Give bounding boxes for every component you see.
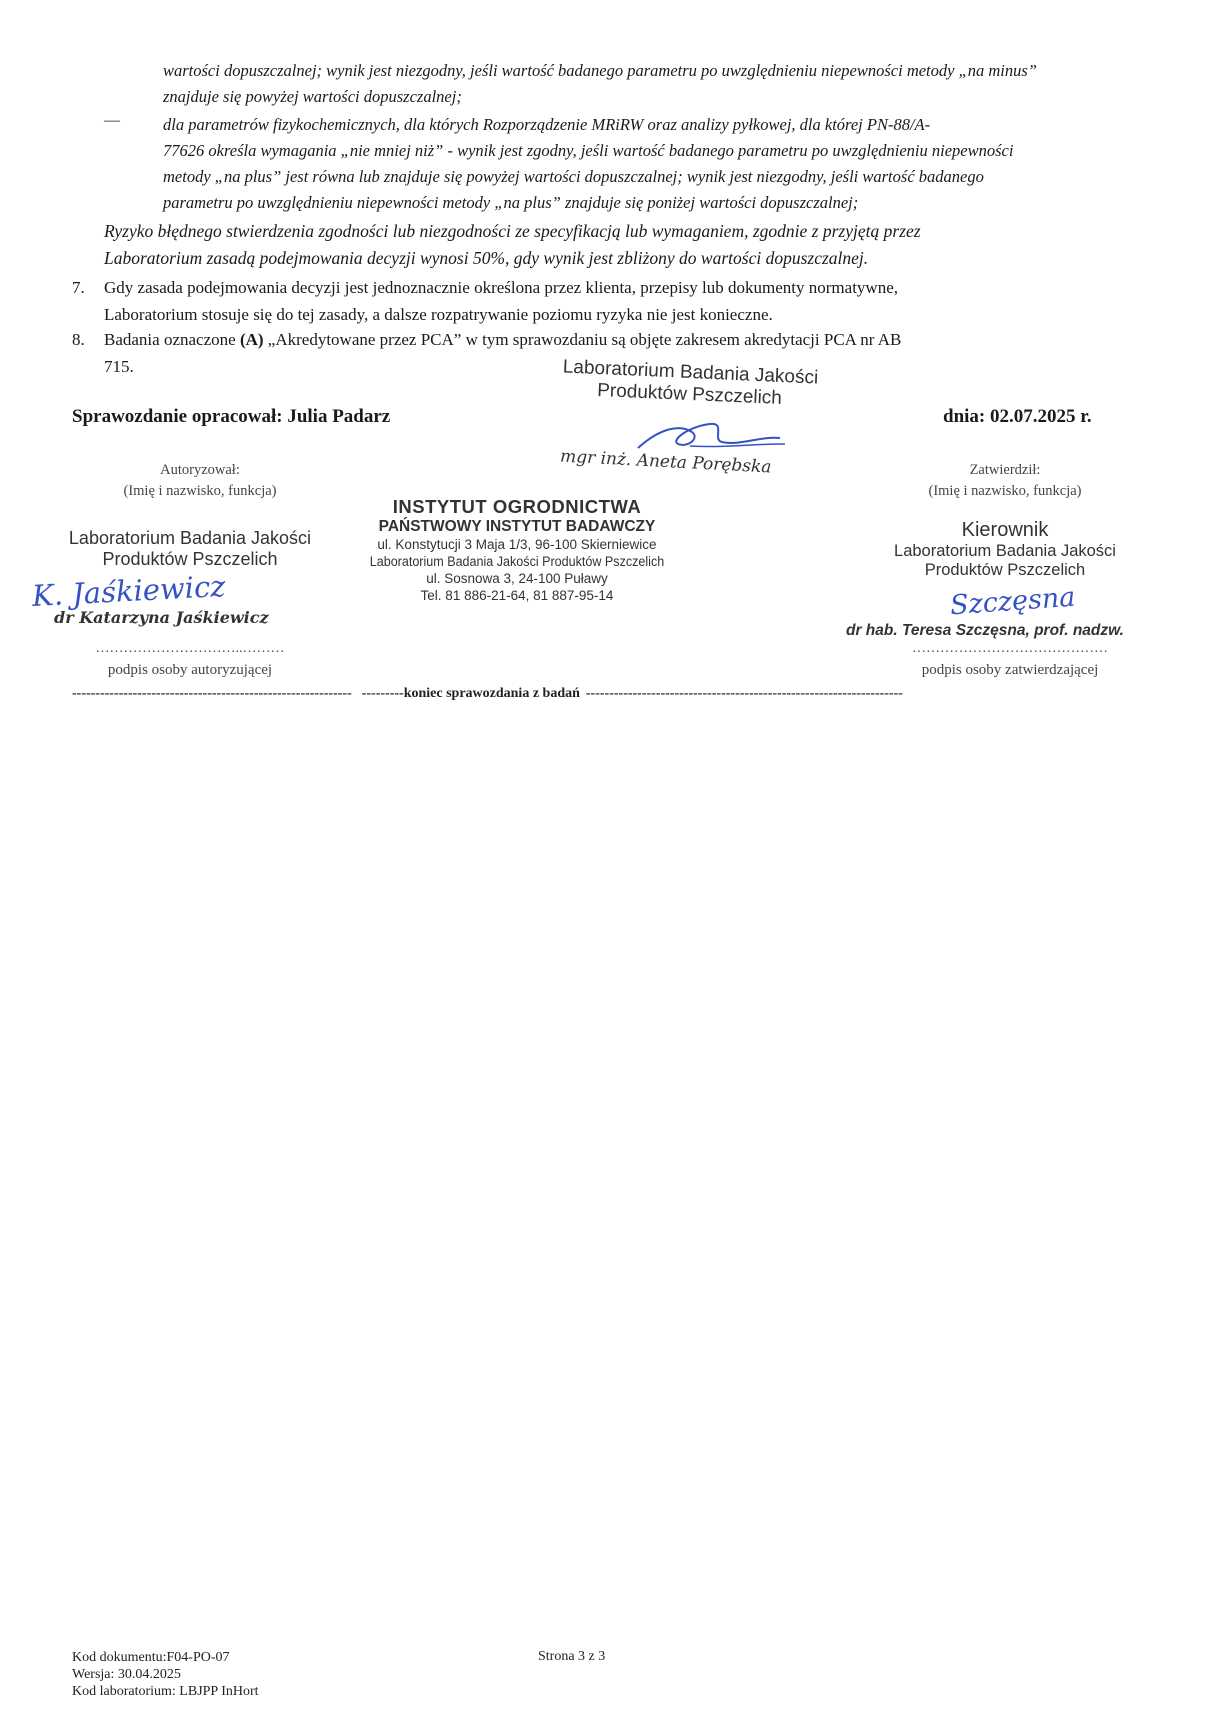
footer-version: Wersja: 30.04.2025 bbox=[72, 1667, 181, 1682]
approved-signature: Szczęsna bbox=[949, 581, 1077, 622]
center-signature-icon bbox=[630, 418, 790, 456]
risk-line-2: Laboratorium zasadą podejmowania decyzji wynosi 50%, gdy wynik jest zbliżony do wartości dopuszczalnej. bbox=[104, 248, 869, 268]
footer-doc-code: Kod dokumentu:F04-PO-07 bbox=[72, 1650, 230, 1665]
approved-caption: podpis osoby zatwierdzającej bbox=[921, 662, 1099, 678]
item-7-line-1: Gdy zasada podejmowania decyzji jest jednoznacznie określona przez klienta, przepisy lub dokumenty normatywne, bbox=[104, 278, 898, 297]
institute-stamp-line-1: INSTYTUT OGRODNICTWA bbox=[392, 496, 642, 517]
authorized-sublabel: (Imię i nazwisko, funkcja) bbox=[123, 483, 277, 499]
dash-item-line-3: metody „na plus” jest równa lub znajduje się powyżej wartości dopuszczalnej; wynik jest niezgodny, jeśli wartość badanego bbox=[163, 167, 984, 186]
authorized-stamp-line-2: Produktów Pszczelich bbox=[102, 549, 278, 569]
approved-stamp bbox=[850, 518, 1160, 580]
institute-stamp-line-2: PAŃSTWOWY INSTYTUT BADAWCZY bbox=[378, 518, 656, 535]
item-7-line-2: Laboratorium stosuje się do tej zasady, a dalsze rozpatrywanie poziomu ryzyka nie jest konieczne. bbox=[104, 305, 773, 324]
dash-item-line-2: 77626 określa wymagania „nie mniej niż” - wynik jest zgodny, jeśli wartość badanego parametru po uwzględnieniu niepewności bbox=[163, 141, 1014, 160]
center-stamp-name: mgr inż. Aneta Porębska bbox=[559, 446, 772, 478]
footer-doc-info bbox=[72, 1649, 259, 1700]
item-8-after: „Akredytowane przez PCA” w tym sprawozdaniu są objęte zakresem akredytacji PCA nr AB bbox=[263, 330, 902, 349]
continuation-text bbox=[163, 58, 1153, 110]
institute-stamp-line-3: ul. Konstytucji 3 Maja 1/3, 96-100 Skierniewice bbox=[377, 537, 657, 552]
approved-label: Zatwierdził: bbox=[969, 462, 1041, 478]
institute-stamp bbox=[342, 496, 692, 604]
authorized-label: Autoryzował: bbox=[160, 462, 240, 478]
center-stamp-line-2: Produktów Pszczelich bbox=[596, 379, 783, 410]
authorized-name: dr Katarzyna Jaśkiewicz bbox=[54, 608, 269, 627]
institute-stamp-line-6: Tel. 81 886-21-64, 81 887-95-14 bbox=[420, 588, 614, 603]
risk-paragraph bbox=[104, 218, 1154, 272]
approved-sublabel: (Imię i nazwisko, funkcja) bbox=[928, 483, 1082, 499]
footer-lab-code: Kod laboratorium: LBJPP InHort bbox=[72, 1684, 259, 1699]
dash-item-text bbox=[163, 112, 1153, 216]
end-line-text: ---------koniec sprawozdania z badań bbox=[361, 686, 580, 701]
institute-stamp-line-5: ul. Sosnowa 3, 24-100 Puławy bbox=[426, 571, 608, 586]
institute-stamp-line-4: Laboratorium Badania Jakości Produktów Pszczelich bbox=[369, 554, 665, 569]
authorized-dots: …………………………..……… bbox=[95, 641, 285, 656]
item-8-line-1 bbox=[104, 326, 1164, 353]
prepared-by: Sprawozdanie opracował: Julia Padarz bbox=[72, 406, 391, 427]
report-date: dnia: 02.07.2025 r. bbox=[943, 406, 1092, 427]
dash-item-line-4: parametru po uwzględnieniu niepewności metody „na plus” znajduje się poniżej wartości dopuszczalnej; bbox=[163, 193, 859, 212]
authorized-caption: podpis osoby autoryzującej bbox=[107, 662, 273, 678]
item-7-text bbox=[104, 274, 1164, 328]
end-line-left: ------------------------------------------------------------ bbox=[72, 686, 352, 701]
continuation-line-2: znajduje się powyżej wartości dopuszczalnej; bbox=[163, 87, 462, 106]
footer-page-number: Strona 3 z 3 bbox=[538, 1649, 606, 1664]
continuation-line-1: wartości dopuszczalnej; wynik jest niezgodny, jeśli wartość badanego parametru po uwzględnieniu niepewności metody „na minus” bbox=[163, 61, 1037, 80]
approved-stamp-line-1: Kierownik bbox=[961, 519, 1049, 541]
authorized-signature: K. Jaśkiewicz bbox=[31, 568, 227, 614]
item-8-before: Badania oznaczone bbox=[104, 330, 240, 349]
accreditation-mark: (A) bbox=[239, 330, 264, 349]
end-line-right: -------------------------------------------------------------------- bbox=[585, 686, 903, 701]
approved-dots: …………………………………… bbox=[912, 641, 1108, 656]
approved-name: dr hab. Teresa Szczęsna, prof. nadzw. bbox=[846, 622, 1124, 639]
item-8-line-2: 715. bbox=[104, 357, 134, 376]
dash-bullet: — bbox=[104, 112, 120, 129]
item-8-number: 8. bbox=[72, 330, 85, 349]
item-7-number: 7. bbox=[72, 278, 85, 297]
center-stamp-line-1: Laboratorium Badania Jakości bbox=[562, 356, 819, 389]
approved-header bbox=[880, 460, 1130, 502]
risk-line-1: Ryzyko błędnego stwierdzenia zgodności lub niezgodności ze specyfikacją lub wymaganiem, zgodnie z przyjętą przez bbox=[104, 221, 921, 241]
end-of-report-line bbox=[72, 686, 1147, 702]
authorized-stamp bbox=[30, 528, 350, 570]
approved-stamp-line-3: Produktów Pszczelich bbox=[924, 561, 1086, 579]
dash-item-line-1: dla parametrów fizykochemicznych, dla których Rozporządzenie MRiRW oraz analizy pyłkowej, dla której PN-88/A- bbox=[163, 115, 931, 134]
authorized-header bbox=[80, 460, 320, 502]
authorized-stamp-line-1: Laboratorium Badania Jakości bbox=[68, 528, 312, 548]
approved-stamp-line-2: Laboratorium Badania Jakości bbox=[894, 542, 1116, 560]
